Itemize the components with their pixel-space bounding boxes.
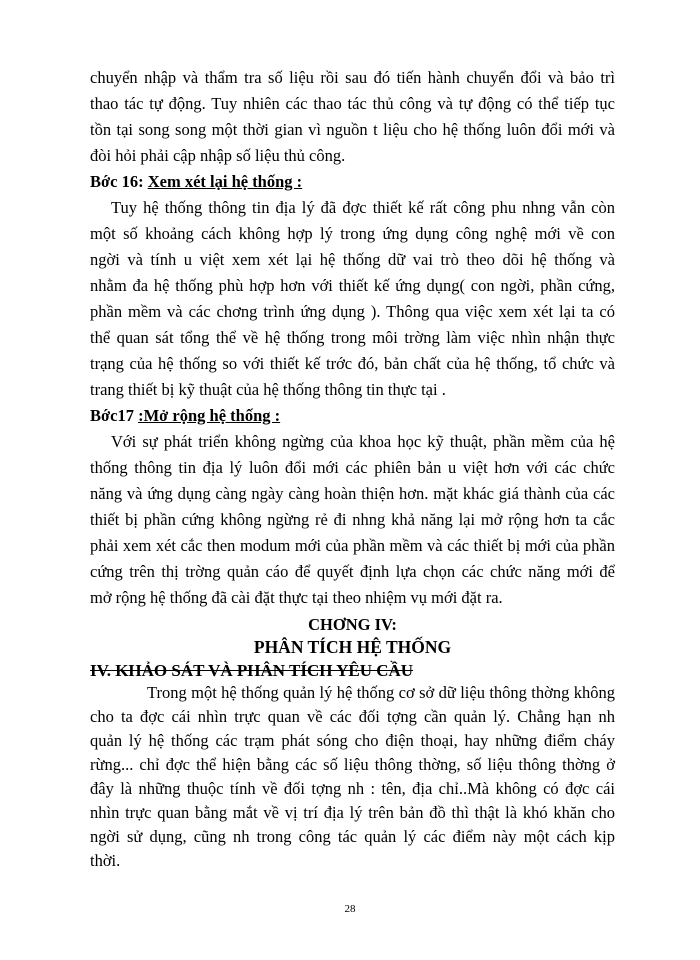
paragraph-line: Tuy hệ thống thông tin địa lý đã đợc thiết kế rất công phu nhng vẫn còn <box>111 198 615 217</box>
paragraph-line: ngời sử dụng, cũng nh trong công tác quản lý các điểm này một cách kịp <box>90 827 615 846</box>
paragraph-line: cho ta đợc cái nhìn trực quan về các đối tợng cần quản lý. Chẳng hạn nh <box>90 707 615 726</box>
paragraph-line: tồn tại song song một thời gian vì nguồn t liệu cho hệ thống luôn đổi mới và <box>90 120 615 139</box>
paragraph-line: rừng... chỉ đợc thể hiện bằng các số liệu thông thờng, số liệu thông thờng ở <box>90 755 615 774</box>
step-17-title: :Mở rộng hệ thống : <box>138 406 281 425</box>
paragraph-line: năng và ứng dụng càng ngày càng hoàn thiện hơn. mặt khác giá thành của các <box>90 484 615 503</box>
paragraph-line: thống thông tin địa lý luôn đổi mới các phiên bản u việt hơn với các chức <box>90 458 615 477</box>
paragraph-line: Với sự phát triển không ngừng của khoa học kỹ thuật, phần mềm của hệ <box>111 432 615 451</box>
paragraph-line: phần mềm và các chơng trình ứng dụng ). Thông qua việc xem xét lại ta có <box>90 302 615 321</box>
paragraph-line: chuyển nhập và thẩm tra số liệu rồi sau đó tiến hành chuyển đổi và bảo trì <box>90 68 615 87</box>
paragraph-line: quản lý hệ thống các trạm phát sóng cho điện thoại, hay những điểm cháy <box>90 731 615 750</box>
paragraph-line: thiết bị phần cứng không ngừng rẻ đi nhng khả năng lại mở rộng hơn ta cắc <box>90 510 615 529</box>
paragraph-line: một số khoảng cách không hợp lý trong ứng dụng công nghệ mới về con <box>90 224 615 243</box>
section-heading: IV. KHẢO SÁT VÀ PHÂN TÍCH YÊU CẦU <box>90 661 414 680</box>
paragraph-line: thể quan sát tổng thể về hệ thống trong môi trờng làm việc nhìn nhận thực <box>90 328 615 347</box>
step-16-prefix: Bớc 16: <box>90 172 148 191</box>
paragraph-line: cứng trên thị trờng quản cáo để quyết định lựa chọn các chức năng mới để <box>90 562 615 581</box>
step-17-prefix: Bớc17 <box>90 406 139 425</box>
step-16-title: Xem xét lại hệ thống : <box>147 172 303 191</box>
paragraph-line: đòi hỏi phải cập nhập số liệu thủ công. <box>90 146 346 165</box>
paragraph-line: trang thiết bị kỹ thuật của hệ thống thông tin thực tại . <box>90 380 446 399</box>
paragraph-line: nhìn trực quan bằng mắt về vị trí địa lý trên bản đồ thì thật là khó khăn cho <box>90 803 615 822</box>
paragraph-line: ngời và tính u việt xem xét lại hệ thống dữ vai trò theo dõi hệ thống và <box>90 250 615 269</box>
step-16-heading <box>90 171 615 193</box>
paragraph-line: phải xem xét cắc then modum mới của phần mềm và các thiết bị mới của phần <box>90 536 615 555</box>
paragraph-line: thao tác tự động. Tuy nhiên các thao tác thủ công và tự động có thể tiếp tục <box>90 94 615 113</box>
paragraph-line: trạng của hệ thống so với thiết kế trớc đó, bản chất của hệ thống, tổ chức và <box>90 354 615 373</box>
paragraph-line: nhằm đa hệ thống phù hợp hơn với thiết kế ứng dụng( con ngời, phần cứng, <box>90 276 615 295</box>
chapter-title: PHÂN TÍCH HỆ THỐNG <box>253 637 452 657</box>
paragraph-line: Trong một hệ thống quản lý hệ thống cơ sở dữ liệu thông thờng không <box>147 683 615 702</box>
paragraph-line: mở rộng hệ thống đã cài đặt thực tại theo nhiệm vụ mới đặt ra. <box>90 588 503 607</box>
page-number: 28 <box>344 903 356 915</box>
paragraph-line: thời. <box>90 851 121 870</box>
chapter-number: CHƠNG IV: <box>308 615 397 634</box>
step-17-heading <box>90 405 615 427</box>
paragraph-line: đây là những thuộc tính về đối tợng nh : tên, địa chỉ..Mà không có đợc cái <box>90 779 615 798</box>
